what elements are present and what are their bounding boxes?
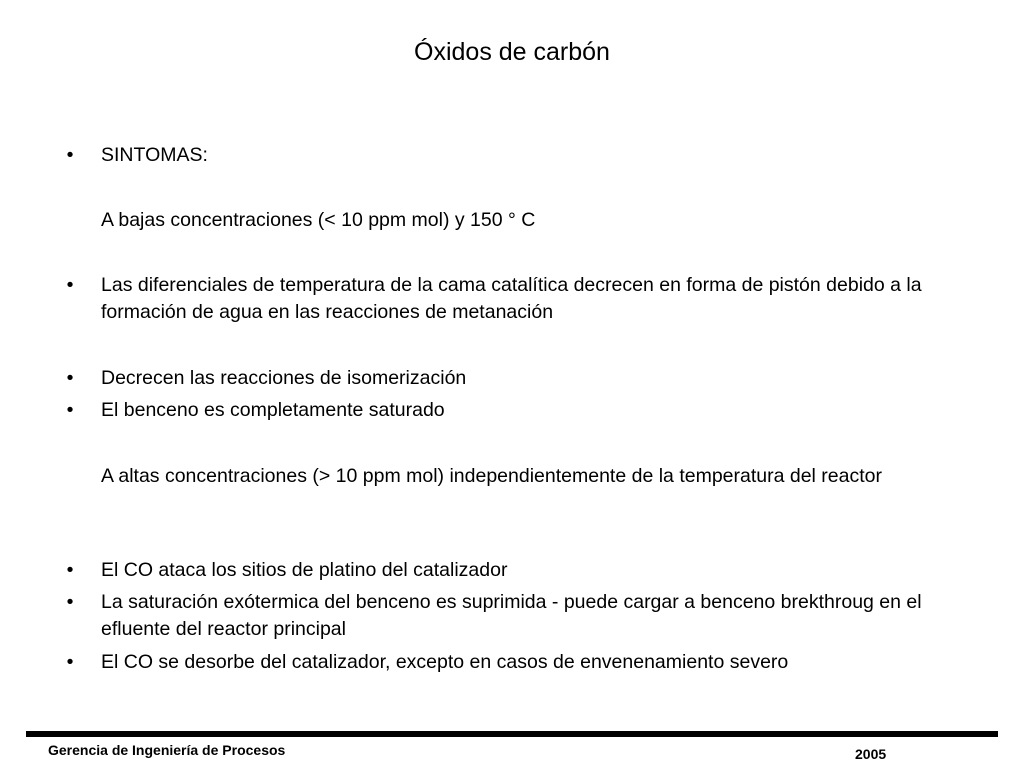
list-item-text: El CO se desorbe del catalizador, excepto en casos de envenenamiento severo bbox=[101, 651, 789, 673]
bullet-icon: • bbox=[66, 274, 74, 296]
list-item bbox=[101, 463, 961, 490]
list-item-text: Las diferenciales de temperatura de la cama catalítica decrecen en forma de pistón debido a la formación de agua en las reacciones de metanación bbox=[101, 274, 922, 323]
list-item bbox=[101, 207, 961, 234]
slide-title: Óxidos de carbón bbox=[414, 38, 610, 66]
list-item bbox=[66, 557, 961, 584]
list-item-text: A bajas concentraciones (< 10 ppm mol) y 150 ° C bbox=[101, 209, 536, 231]
list-item-text: La saturación exótermica del benceno es suprimida - puede cargar a benceno brekthroug en el efluente del reactor principal bbox=[101, 591, 922, 640]
list-item bbox=[66, 397, 961, 424]
footer-year: 2005 bbox=[855, 746, 887, 762]
footer-organization: Gerencia de Ingeniería de Procesos bbox=[48, 742, 286, 758]
list-item-text: Decrecen las reacciones de isomerización bbox=[101, 367, 467, 389]
list-item-text: El benceno es completamente saturado bbox=[101, 399, 445, 421]
bullet-icon: • bbox=[66, 559, 74, 581]
bullet-icon: • bbox=[66, 651, 74, 673]
bullet-icon: • bbox=[66, 144, 74, 166]
list-item bbox=[66, 272, 961, 326]
bullet-icon: • bbox=[66, 591, 74, 613]
list-item-text: A altas concentraciones (> 10 ppm mol) independientemente de la temperatura del reactor bbox=[101, 465, 882, 487]
list-item bbox=[66, 365, 961, 392]
list-item bbox=[66, 649, 961, 676]
list-item bbox=[66, 589, 961, 643]
list-item-text: El CO ataca los sitios de platino del catalizador bbox=[101, 559, 508, 581]
footer-divider bbox=[26, 731, 998, 737]
bullet-icon: • bbox=[66, 399, 74, 421]
bullet-icon: • bbox=[66, 367, 74, 389]
list-item bbox=[66, 142, 961, 169]
list-item-text: SINTOMAS: bbox=[101, 144, 208, 166]
